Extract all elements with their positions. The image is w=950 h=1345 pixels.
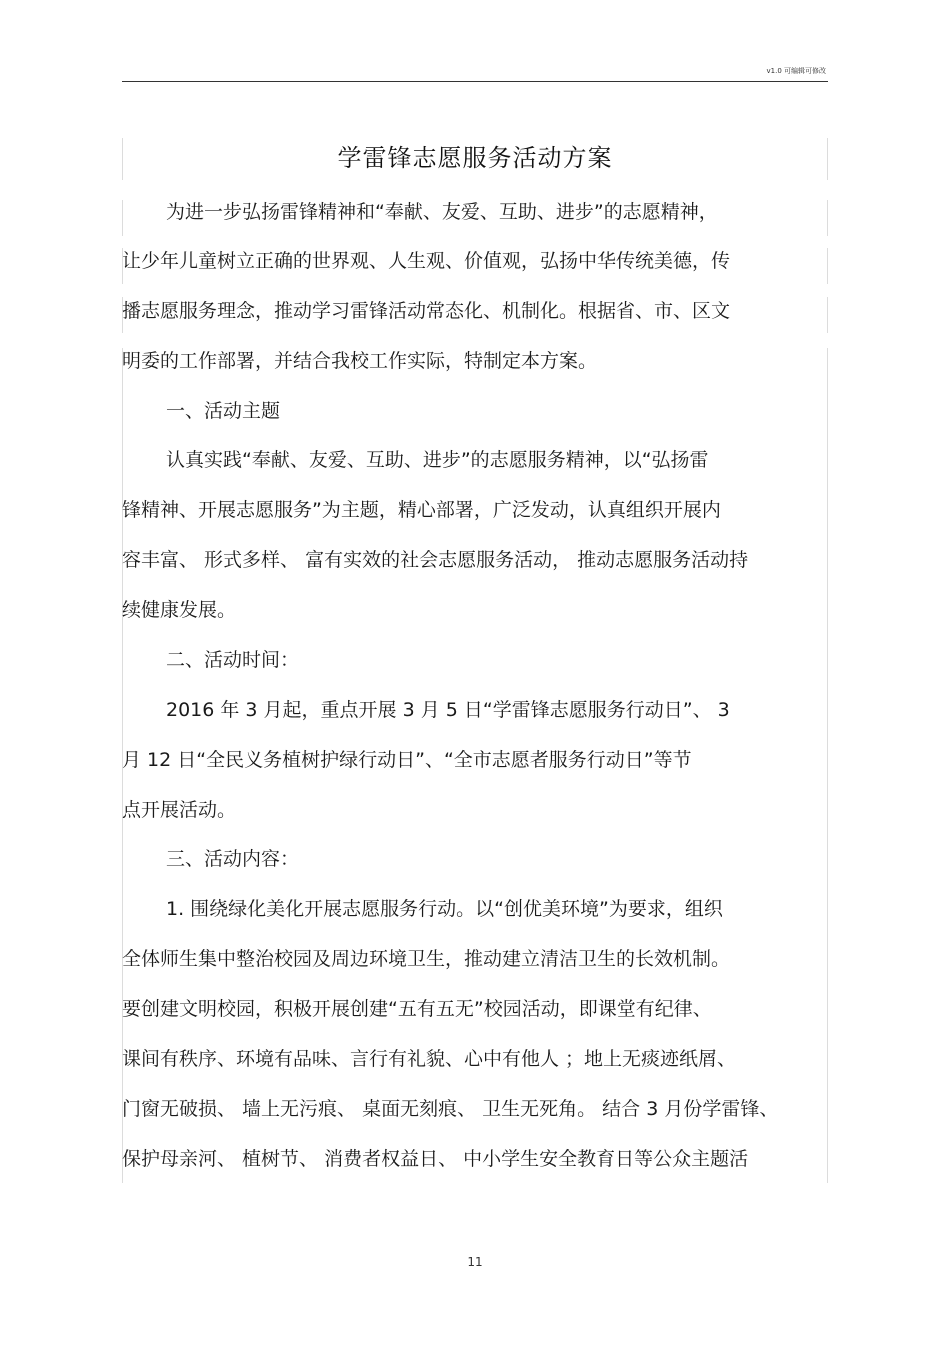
- paragraph-line: 为进一步弘扬雷锋精神和“奉献、友爱、互助、进步”的志愿精神，: [166, 201, 718, 223]
- paragraph-line: 点开展活动。: [122, 799, 237, 821]
- section-heading: 三、活动内容：: [166, 848, 300, 870]
- paragraph-line: 锋精神、开展志愿服务”为主题，精心部署，广泛发动，认真组织开展内: [122, 499, 721, 521]
- section-heading: 一、活动主题: [166, 400, 281, 422]
- header-version-text: v1.0 可编辑可修改: [766, 67, 826, 75]
- paragraph-line: 明委的工作部署，并结合我校工作实际，特制定本方案。: [122, 350, 598, 372]
- paragraph-line: 月 12 日“全民义务植树护绿行动日”、“全市志愿者服务行动日”等节: [122, 749, 692, 771]
- paragraph-line: 门窗无破损、 墙上无污痕、 桌面无刻痕、 卫生无死角。 结合 3 月份学雷锋、: [122, 1098, 779, 1120]
- paragraph-line: 播志愿服务理念，推动学习雷锋活动常态化、机制化。根据省、市、区文: [122, 300, 731, 322]
- paragraph-line: 续健康发展。: [122, 599, 237, 621]
- document-title: 学雷锋志愿服务活动方案: [337, 144, 613, 172]
- paragraph-line: 让少年儿童树立正确的世界观、人生观、价值观，弘扬中华传统美德，传: [122, 250, 731, 272]
- paragraph-line: 1. 围绕绿化美化开展志愿服务行动。以“创优美环境”为要求，组织: [166, 898, 723, 920]
- paragraph-line: 课间有秩序、环境有品味、言行有礼貌、心中有他人 ；地上无痰迹纸屑、: [122, 1048, 737, 1070]
- paragraph-line: 认真实践“奉献、友爱、互助、进步”的志愿服务精神，以“弘扬雷: [166, 449, 709, 471]
- header-rule: [122, 81, 828, 82]
- section-heading: 二、活动时间：: [166, 649, 300, 671]
- paragraph-line: 保护母亲河、 植树节、 消费者权益日、 中小学生安全教育日等公众主题活: [122, 1148, 749, 1170]
- paragraph-line: 要创建文明校园，积极开展创建“五有五无”校园活动，即课堂有纪律、: [122, 998, 712, 1020]
- paragraph-line: 全体师生集中整治校园及周边环境卫生，推动建立清洁卫生的长效机制。: [122, 948, 731, 970]
- paragraph-line: 2016 年 3 月起，重点开展 3 月 5 日“学雷锋志愿服务行动日”、 3: [166, 699, 730, 721]
- page-number: 11: [467, 1255, 483, 1269]
- paragraph-line: 容丰富、 形式多样、 富有实效的社会志愿服务活动， 推动志愿服务活动持: [122, 549, 749, 571]
